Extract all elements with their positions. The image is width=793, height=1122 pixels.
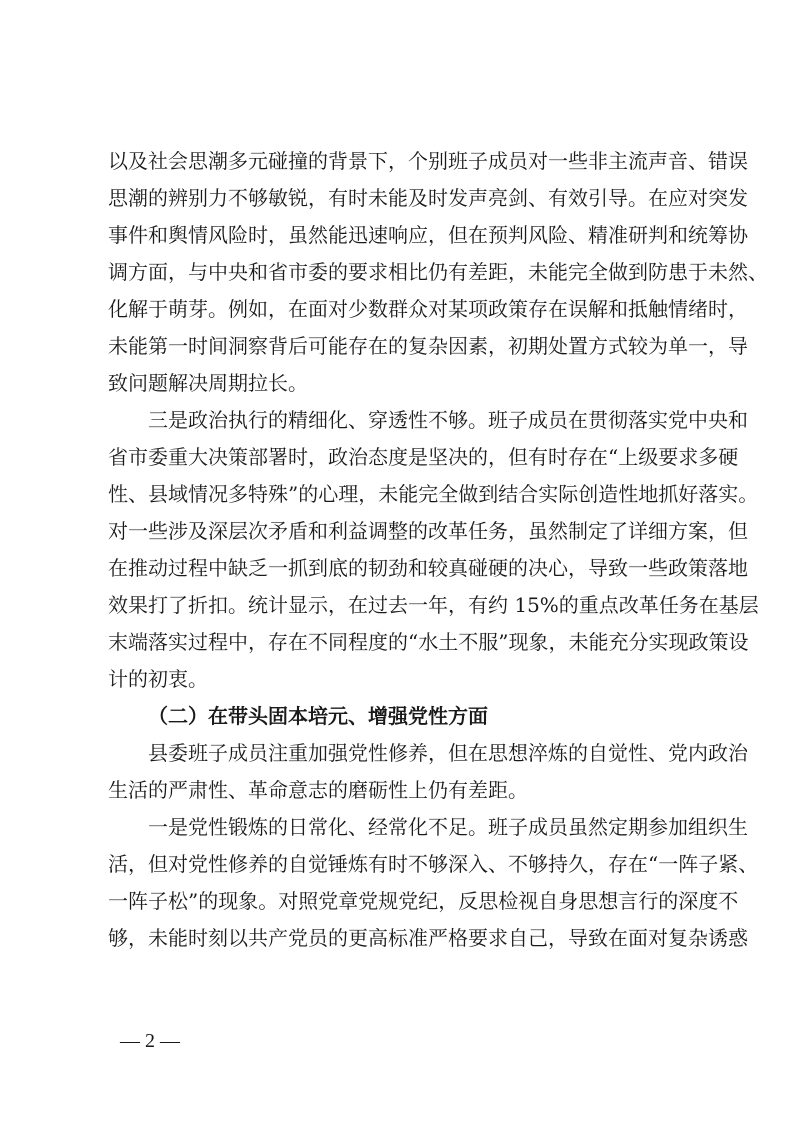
page-number: — 2 — — [120, 1030, 180, 1052]
text-line: 以及社会思潮多元碰撞的背景下，个别班子成员对一些非主流声音、错误 — [108, 149, 748, 173]
text-line: （二）在带头固本培元、增强党性方面 — [148, 704, 488, 728]
text-line: 省市委重大决策部署时，政治态度是坚决的，但有时存在“上级要求多硬 — [108, 445, 739, 469]
paragraph — [108, 809, 759, 957]
text-line: 一是党性锻炼的日常化、经常化不足。班子成员虽然定期参加组织生 — [148, 815, 748, 839]
text-line: 效果打了折扣。统计显示，在过去一年，有约 15%的重点改革任务在基层 — [108, 593, 759, 617]
text-line: 化解于萌芽。例如，在面对少数群众对某项政策存在误解和抵触情绪时， — [108, 297, 748, 321]
text-line: 三是政治执行的精细化、穿透性不够。班子成员在贯彻落实党中央和 — [148, 408, 748, 432]
text-line: 致问题解决周期拉长。 — [108, 371, 308, 395]
text-line: 计的初衷。 — [108, 667, 208, 691]
text-line: 够，未能时刻以共产党员的更高标准严格要求自己，导致在面对复杂诱惑 — [108, 926, 748, 950]
text-line: 对一些涉及深层次矛盾和利益调整的改革任务，虽然制定了详细方案，但 — [108, 519, 748, 543]
text-line: 性、县域情况多特殊”的心理，未能完全做到结合实际创造性地抓好落实。 — [108, 482, 759, 506]
text-line: 县委班子成员注重加强党性修养，但在思想淬炼的自觉性、党内政治 — [148, 741, 748, 765]
paragraph — [108, 402, 759, 698]
text-line: 调方面，与中央和省市委的要求相比仍有差距，未能完全做到防患于未然、 — [108, 260, 768, 284]
paragraph — [108, 735, 748, 809]
section-heading — [108, 698, 694, 735]
paragraph — [108, 143, 768, 402]
text-line: 生活的严肃性、革命意志的磨砺性上仍有差距。 — [108, 778, 528, 802]
text-line: 思潮的辨别力不够敏锐，有时未能及时发声亮剑、有效引导。在应对突发 — [108, 186, 748, 210]
text-line: 一阵子松”的现象。对照党章党规党纪，反思检视自身思想言行的深度不 — [108, 889, 739, 913]
text-line: 事件和舆情风险时，虽然能迅速响应，但在预判风险、精准研判和统筹协 — [108, 223, 748, 247]
document-body — [108, 143, 768, 957]
text-line: 未能第一时间洞察背后可能存在的复杂因素，初期处置方式较为单一，导 — [108, 334, 748, 358]
text-line: 在推动过程中缺乏一抓到底的韧劲和较真碰硬的决心，导致一些政策落地 — [108, 556, 748, 580]
text-line: 末端落实过程中，存在不同程度的“水土不服”现象，未能充分实现政策设 — [108, 630, 749, 654]
text-line: 活，但对党性修养的自觉锤炼有时不够深入、不够持久，存在“一阵子紧、 — [108, 852, 759, 876]
